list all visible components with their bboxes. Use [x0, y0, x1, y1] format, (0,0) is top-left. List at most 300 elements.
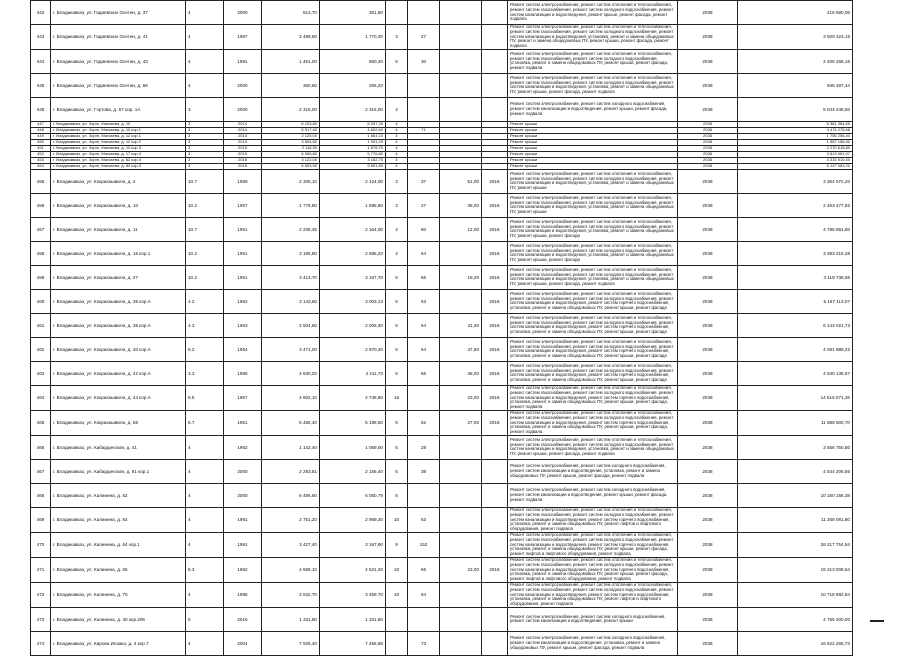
- cost-cell: 5 167 113,07: [738, 289, 853, 313]
- category-cell: 4: [186, 25, 224, 50]
- works-cell: Ремонт систем электроснабжения, ремонт систем отопления и теплоснабжения, ремонт систем газоснабжения, ремонт систем холодного водоснабжения, ремонт систем канализации и водоотведения, ремонт систем горячего водоснабжения, установка, ремонт и замена общедомовых ПУ, ремонт крыши, ремонт фасада, ремонт лифтов и лифтового оборудования, ремонт подвала: [508, 557, 678, 582]
- residents-cell: 53: [408, 289, 440, 313]
- residents-cell: [408, 607, 440, 631]
- works-cell: Ремонт систем электроснабжения, ремонт систем отопления и теплоснабжения, ремонт систем газоснабжения, ремонт систем холодного водоснабжения, ремонт систем канализации и водоотведения, установка, ремонт и замена общедомовых ПУ, ремонт крыши, ремонт фасада, ремонт подвала: [508, 265, 678, 289]
- plan-year-cell: 2038: [678, 410, 738, 435]
- row-number-cell: 454: [31, 163, 51, 169]
- table-row: [31, 73, 853, 97]
- total-area-cell: 2 125,00: [262, 133, 320, 139]
- year-cell: 1962: [224, 557, 262, 582]
- floors-cell: 5: [386, 49, 408, 73]
- address-cell: г. Владикавказ, ул. Зорге, Магкаева, д. 62 кор.4: [51, 157, 186, 163]
- row-number-cell: 445: [31, 73, 51, 97]
- row-number-cell: 458: [31, 241, 51, 265]
- total-area-cell: 2 235,45: [262, 217, 320, 241]
- plan-year-cell: 2038: [678, 151, 738, 157]
- table-row: [31, 265, 853, 289]
- floors-cell: 10: [386, 582, 408, 607]
- row-number-cell: 460: [31, 289, 51, 313]
- last-repair-cell: [482, 73, 508, 97]
- cost-cell: 2 408 268,16: [738, 49, 853, 73]
- residents-cell: 54: [408, 313, 440, 337]
- living-area-cell: 1 695,80: [320, 193, 386, 217]
- category-cell: 3: [186, 127, 224, 133]
- table-row: [31, 483, 853, 507]
- table-row: [31, 313, 853, 337]
- residents-cell: 66: [408, 265, 440, 289]
- table-row: [31, 49, 853, 73]
- living-area-cell: 5 198,50: [320, 410, 386, 435]
- floors-cell: 5: [386, 459, 408, 483]
- category-cell: 3: [186, 163, 224, 169]
- works-cell: Ремонт систем электроснабжения, ремонт систем отопления и теплоснабжения, ремонт систем газоснабжения, ремонт систем холодного водоснабжения, ремонт систем канализации и водоотведения, ремонт крыши, ремонт фасада, ремонт подвала: [508, 1, 678, 25]
- works-cell: Ремонт систем электроснабжения, ремонт систем холодного водоснабжения, ремонт систем канализации и водоотведения, ремонт крыши, ремонт фасада, ремонт подвала: [508, 97, 678, 121]
- works-cell: Ремонт систем электроснабжения, ремонт систем отопления и теплоснабжения, ремонт систем газоснабжения, ремонт систем холодного водоснабжения, ремонт систем канализации и водоотведения, ремонт систем горячего водоснабжения, установка, ремонт и замена общедомовых ПУ, ремонт крыши, ремонт фасада, ремонт лифтов и лифтового оборудования, ремонт подвала: [508, 532, 678, 557]
- cost-cell: 26 217 754,54: [738, 532, 853, 557]
- year-cell: 1986: [224, 582, 262, 607]
- address-cell: г. Владикавказ, ул. Калинина, д. 70: [51, 582, 186, 607]
- year-cell: 2014: [224, 133, 262, 139]
- wear-cell: [440, 507, 482, 532]
- plan-year-cell: 2038: [678, 145, 738, 151]
- row-number-cell: 462: [31, 337, 51, 361]
- wear-cell: [440, 459, 482, 483]
- total-area-cell: 1 142,40: [262, 435, 320, 459]
- living-area-cell: 5 776,80: [320, 151, 386, 157]
- category-cell: 4: [186, 1, 224, 25]
- year-cell: 2000: [224, 73, 262, 97]
- year-cell: 2016: [224, 607, 262, 631]
- works-cell: Ремонт систем электроснабжения, ремонт систем холодного водоснабжения, ремонт систем канализации и водоотведения, установка, ремонт и замена общедомовых ПУ, ремонт крыши, ремонт фасада, ремонт подвала: [508, 459, 678, 483]
- works-cell: Ремонт систем электроснабжения, ремонт систем отопления и теплоснабжения, ремонт систем газоснабжения, ремонт систем холодного водоснабжения, ремонт систем канализации и водоотведения, установка, ремонт и замена общедомовых ПУ, ремонт крыши, ремонт фасада, ремонт подвала: [508, 73, 678, 97]
- residents-cell: 54: [408, 337, 440, 361]
- plan-year-cell: 2038: [678, 557, 738, 582]
- wear-cell: [440, 25, 482, 50]
- table-row: [31, 507, 853, 532]
- total-area-cell: 3 471,00: [262, 337, 320, 361]
- works-cell: Ремонт систем электроснабжения, ремонт систем отопления и теплоснабжения, ремонт систем газоснабжения, ремонт систем холодного водоснабжения, ремонт систем канализации и водоотведения, установка, ремонт и замена общедомовых ПУ, ремонт крыши, ремонт фасада: [508, 241, 678, 265]
- total-area-cell: 2 751,20: [262, 507, 320, 532]
- table-row: [31, 631, 853, 655]
- address-cell: г. Владикавказ, ул. Кабардинская, д. 41: [51, 435, 186, 459]
- living-area-cell: 265,20: [320, 73, 386, 97]
- total-area-cell: 2 504,60: [262, 313, 320, 337]
- wear-cell: [440, 607, 482, 631]
- floors-cell: 3: [386, 193, 408, 217]
- category-cell: 6.3: [186, 557, 224, 582]
- plan-year-cell: 2038: [678, 25, 738, 50]
- address-cell: г. Владикавказ, ул. Зорге, Магкаева, д. 10 кор.1: [51, 127, 186, 133]
- wear-cell: 51,00: [440, 169, 482, 193]
- year-cell: 1961: [224, 410, 262, 435]
- total-area-cell: 3 632,70: [262, 582, 320, 607]
- floors-cell: 4: [386, 145, 408, 151]
- wear-cell: [440, 241, 482, 265]
- residents-cell: 28: [408, 435, 440, 459]
- plan-year-cell: 2038: [678, 49, 738, 73]
- works-cell: Ремонт систем электроснабжения, ремонт систем отопления и теплоснабжения, ремонт систем газоснабжения, ремонт систем холодного водоснабжения, ремонт систем канализации и водоотведения, ремонт систем горячего водоснабжения, установка, ремонт и замена общедомовых ПУ, ремонт крыши, ремонт фасада: [508, 289, 678, 313]
- floors-cell: 4: [386, 97, 408, 121]
- plan-year-cell: 2038: [678, 289, 738, 313]
- category-cell: 4: [186, 532, 224, 557]
- residents-cell: [408, 73, 440, 97]
- works-cell: Ремонт систем электроснабжения, ремонт систем отопления и теплоснабжения, ремонт систем газоснабжения, ремонт систем холодного водоснабжения, ремонт систем канализации и водоотведения, ремонт систем горячего водоснабжения, установка, ремонт и замена общедомовых ПУ, ремонт крыши, ремонт фасада: [508, 313, 678, 337]
- residents-cell: 60: [408, 217, 440, 241]
- last-repair-cell: 2016: [482, 289, 508, 313]
- total-area-cell: 3 143,60: [262, 289, 320, 313]
- plan-year-cell: 2038: [678, 265, 738, 289]
- cost-cell: 946 487,44: [738, 73, 853, 97]
- works-cell: Ремонт крыши: [508, 157, 678, 163]
- cost-cell: 3 315 510,40: [738, 157, 853, 163]
- floors-cell: 4: [386, 121, 408, 127]
- address-cell: г. Владикавказ, ул. Кокрихашвили, д. 10: [51, 193, 186, 217]
- year-cell: 1963: [224, 313, 262, 337]
- category-cell: 3: [186, 133, 224, 139]
- works-cell: Ремонт крыши: [508, 145, 678, 151]
- row-number-cell: 457: [31, 217, 51, 241]
- total-area-cell: 2 305,10: [262, 169, 320, 193]
- residents-cell: 152: [408, 532, 440, 557]
- plan-year-cell: 2038: [678, 361, 738, 385]
- plan-year-cell: 2038: [678, 1, 738, 25]
- category-cell: 4: [186, 483, 224, 507]
- plan-year-cell: 2038: [678, 607, 738, 631]
- address-cell: г. Владикавказ, ул. Кокрихашвили, д. 40 кор.А: [51, 337, 186, 361]
- floors-cell: 5: [386, 265, 408, 289]
- living-area-cell: 2 316,00: [320, 97, 386, 121]
- wear-cell: [440, 631, 482, 655]
- address-cell: г. Владикавказ, ул. Кокрихашвили, д. 56: [51, 410, 186, 435]
- table-row: [31, 459, 853, 483]
- table-row: [31, 337, 853, 361]
- floors-cell: 5: [386, 313, 408, 337]
- row-number-cell: 471: [31, 557, 51, 582]
- total-area-cell: 3 195,80: [262, 241, 320, 265]
- cost-cell: 11 689 500,70: [738, 410, 853, 435]
- works-cell: Ремонт систем электроснабжения, ремонт систем отопления и теплоснабжения, ремонт систем газоснабжения, ремонт систем холодного водоснабжения, ремонт систем канализации и водоотведения, установка, ремонт и замена общедомовых ПУ, ремонт крыши: [508, 169, 678, 193]
- category-cell: 10.2: [186, 241, 224, 265]
- table-row: [31, 169, 853, 193]
- table-row: [31, 1, 853, 25]
- row-number-cell: 453: [31, 157, 51, 163]
- table-row: [31, 97, 853, 121]
- works-cell: Ремонт систем электроснабжения, ремонт систем отопления и теплоснабжения, ремонт систем газоснабжения, ремонт систем холодного водоснабжения, ремонт систем канализации и водоотведения, установка, ремонт и замена общедомовых ПУ, ремонт крыши, ремонт фасада: [508, 217, 678, 241]
- row-number-cell: 450: [31, 139, 51, 145]
- plan-year-cell: 2038: [678, 127, 738, 133]
- address-cell: г. Владикавказ, ул. Гадиевских Осетин, д. 37: [51, 1, 186, 25]
- address-cell: г. Владикавказ, ул. Гадиевских Осетин, д. 56: [51, 73, 186, 97]
- year-cell: 1987: [224, 25, 262, 50]
- total-area-cell: 4 630,20: [262, 361, 320, 385]
- cost-cell: 1 967 156,90: [738, 139, 853, 145]
- address-cell: г. Владикавказ, ул. Кокрихашвили, д. 27: [51, 265, 186, 289]
- living-area-cell: 7 456,58: [320, 631, 386, 655]
- cost-cell: 216 680,08: [738, 1, 853, 25]
- address-cell: г. Владикавказ, ул. Кокрихашвили, д. 2: [51, 169, 186, 193]
- plan-year-cell: 2038: [678, 459, 738, 483]
- address-cell: г. Владикавказ, ул. Кокрихашвили, д. 44 кор.А: [51, 385, 186, 410]
- works-cell: Ремонт крыши: [508, 121, 678, 127]
- residents-cell: 66: [408, 557, 440, 582]
- row-number-cell: 470: [31, 532, 51, 557]
- plan-year-cell: 2038: [678, 97, 738, 121]
- total-area-cell: 3 427,40: [262, 532, 320, 557]
- living-area-cell: 351,60: [320, 1, 386, 25]
- living-area-cell: 4 521,20: [320, 557, 386, 582]
- plan-year-cell: 2038: [678, 121, 738, 127]
- residents-cell: 62: [408, 410, 440, 435]
- row-number-cell: 444: [31, 49, 51, 73]
- table-row: [31, 217, 853, 241]
- residents-cell: 73: [408, 631, 440, 655]
- cost-cell: 2 270 615,80: [738, 145, 853, 151]
- address-cell: г. Владикавказ, ул. Калинина, д. 64: [51, 507, 186, 532]
- works-cell: Ремонт систем электроснабжения, ремонт систем отопления и теплоснабжения, ремонт систем газоснабжения, ремонт систем холодного водоснабжения, ремонт систем канализации и водоотведения, ремонт систем горячего водоснабжения, установка, ремонт и замена общедомовых ПУ, ремонт крыши, ремонт фасада, ремонт подвала: [508, 410, 678, 435]
- year-cell: 1962: [224, 435, 262, 459]
- floors-cell: [386, 1, 408, 25]
- total-area-cell: 2 116,90: [262, 145, 320, 151]
- last-repair-cell: [482, 532, 508, 557]
- residents-cell: 30: [408, 49, 440, 73]
- works-cell: Ремонт систем электроснабжения, ремонт систем отопления и теплоснабжения, ремонт систем газоснабжения, ремонт систем холодного водоснабжения, ремонт систем канализации и водоотведения, ремонт систем горячего водоснабжения, установка, ремонт и замена общедомовых ПУ, ремонт крыши, ремонт фасада: [508, 361, 678, 385]
- residents-cell: 64: [408, 241, 440, 265]
- last-repair-cell: [482, 483, 508, 507]
- year-cell: 2014: [224, 139, 262, 145]
- living-area-cell: 1 331,80: [320, 607, 386, 631]
- category-cell: 5.5: [186, 385, 224, 410]
- total-area-cell: 3 413,70: [262, 265, 320, 289]
- plan-year-cell: 2038: [678, 385, 738, 410]
- works-cell: Ремонт крыши: [508, 127, 678, 133]
- year-cell: 2000: [224, 459, 262, 483]
- year-cell: 1991: [224, 507, 262, 532]
- plan-year-cell: 2038: [678, 582, 738, 607]
- year-cell: 1961: [224, 241, 262, 265]
- row-number-cell: 459: [31, 265, 51, 289]
- total-area-cell: 3 554,60: [262, 139, 320, 145]
- plan-year-cell: 2038: [678, 193, 738, 217]
- year-cell: 2000: [224, 1, 262, 25]
- works-cell: Ремонт крыши: [508, 133, 678, 139]
- category-cell: 4.2: [186, 289, 224, 313]
- works-cell: Ремонт систем электроснабжения, ремонт систем отопления и теплоснабжения, ремонт систем газоснабжения, ремонт систем холодного водоснабжения, ремонт систем канализации и водоотведения, установка, ремонт и замена общедомовых ПУ, ремонт крыши, ремонт фасада, ремонт подвала: [508, 435, 678, 459]
- plan-year-cell: 2038: [678, 139, 738, 145]
- living-area-cell: 1 664,10: [320, 133, 386, 139]
- category-cell: 10.7: [186, 217, 224, 241]
- table-row: [31, 25, 853, 50]
- cost-cell: 14 616 071,26: [738, 385, 853, 410]
- floors-cell: 16: [386, 385, 408, 410]
- address-cell: г. Владикавказ, ул. Зорге, Магкаева, д. 12 кор.2: [51, 139, 186, 145]
- cost-cell: 1 756 256,40: [738, 133, 853, 139]
- works-cell: Ремонт систем электроснабжения, ремонт систем холодного водоснабжения, ремонт систем канализации и водоотведения, установка, ремонт и замена общедомовых ПУ, ремонт крыши, ремонт фасада, ремонт подвала: [508, 631, 678, 655]
- year-cell: 1965: [224, 361, 262, 385]
- wear-cell: [440, 483, 482, 507]
- cost-cell: 3 119 736,96: [738, 265, 853, 289]
- last-repair-cell: [482, 459, 508, 483]
- address-cell: г. Владикавказ, ул. Калинина, д. 62: [51, 483, 186, 507]
- last-repair-cell: 2016: [482, 385, 508, 410]
- year-cell: 1967: [224, 385, 262, 410]
- plan-year-cell: 2038: [678, 337, 738, 361]
- row-number-cell: 464: [31, 385, 51, 410]
- cost-cell: 6 381 384,65: [738, 121, 853, 127]
- last-repair-cell: 2016: [482, 337, 508, 361]
- last-repair-cell: [482, 25, 508, 50]
- total-area-cell: 5 466,40: [262, 410, 320, 435]
- table-row: [31, 410, 853, 435]
- category-cell: 5: [186, 607, 224, 631]
- living-area-cell: 1 770,30: [320, 25, 386, 50]
- cost-cell: 4 544 206,86: [738, 459, 853, 483]
- residents-cell: 27: [408, 193, 440, 217]
- cost-cell: 4 474 275,68: [738, 127, 853, 133]
- category-cell: 3: [186, 97, 224, 121]
- works-cell: Ремонт систем электроснабжения, ремонт систем отопления и теплоснабжения, ремонт систем газоснабжения, ремонт систем холодного водоснабжения, ремонт систем канализации и водоотведения, ремонт систем горячего водоснабжения, установка, ремонт и замена общедомовых ПУ, ремонт лифтов и лифтового оборудования, ремонт подвала: [508, 507, 678, 532]
- cost-cell: 4 798 881,80: [738, 217, 853, 241]
- row-number-cell: 465: [31, 410, 51, 435]
- total-area-cell: 1 331,80: [262, 607, 320, 631]
- floors-cell: 4: [386, 127, 408, 133]
- residents-cell: 63: [408, 507, 440, 532]
- table-row: [31, 361, 853, 385]
- cost-cell: 3 364 072,20: [738, 169, 853, 193]
- cost-cell: 10 160 156,38: [738, 483, 853, 507]
- year-cell: 1981: [224, 49, 262, 73]
- last-repair-cell: 2016: [482, 169, 508, 193]
- living-area-cell: 4 746,80: [320, 385, 386, 410]
- residents-cell: 27: [408, 25, 440, 50]
- works-cell: Ремонт систем электроснабжения, ремонт систем отопления и теплоснабжения, ремонт систем газоснабжения, ремонт систем холодного водоснабжения, ремонт систем канализации и водоотведения, установка, ремонт и замена общедомовых ПУ, ремонт и замена общедомовых ПУ, ремонт крыши, ремонт фасада, ремонт подвала: [508, 25, 678, 50]
- year-cell: 1961: [224, 265, 262, 289]
- row-number-cell: 443: [31, 25, 51, 50]
- total-area-cell: 1 451,00: [262, 49, 320, 73]
- category-cell: 4: [186, 73, 224, 97]
- wear-cell: [440, 73, 482, 97]
- address-cell: г. Владикавказ, ул. Кокрихашвили, д. 11: [51, 217, 186, 241]
- floors-cell: 3: [386, 25, 408, 50]
- address-cell: г. Владикавказ, ул. Зорге, Магкаева, д. 83 кор.3: [51, 163, 186, 169]
- wear-cell: 41,30: [440, 313, 482, 337]
- floors-cell: 4: [386, 133, 408, 139]
- floors-cell: 4: [386, 163, 408, 169]
- row-number-cell: 466: [31, 435, 51, 459]
- row-number-cell: 467: [31, 459, 51, 483]
- works-cell: Ремонт систем электроснабжения, ремонт систем отопления и теплоснабжения, ремонт систем газоснабжения, ремонт систем холодного водоснабжения, ремонт систем канализации и водоотведения, ремонт систем горячего водоснабжения, установка, ремонт и замена общедомовых ПУ, ремонт крыши, ремонт фасада, ремонт подвала: [508, 385, 678, 410]
- category-cell: 4: [186, 582, 224, 607]
- last-repair-cell: [482, 631, 508, 655]
- last-repair-cell: 2016: [482, 193, 508, 217]
- cost-cell: 11 268 081,80: [738, 507, 853, 532]
- total-area-cell: 3 489,60: [262, 25, 320, 50]
- row-number-cell: 463: [31, 361, 51, 385]
- last-repair-cell: [482, 507, 508, 532]
- works-cell: Ремонт систем электроснабжения, ремонт систем отопления и теплоснабжения, ремонт систем газоснабжения, ремонт систем холодного водоснабжения, ремонт систем канализации и водоотведения, ремонт систем горячего водоснабжения, установка, ремонт и замена общедомовых ПУ, ремонт лифтов и лифтового оборудования, ремонт подвала: [508, 582, 678, 607]
- row-number-cell: 452: [31, 151, 51, 157]
- floors-cell: 5: [386, 289, 408, 313]
- wear-cell: 27,00: [440, 410, 482, 435]
- year-cell: 1964: [224, 337, 262, 361]
- row-number-cell: 449: [31, 133, 51, 139]
- cost-cell: 3 393 215,38: [738, 241, 853, 265]
- address-cell: г. Владикавказ, ул. Гадиевских Осетин, д. 41: [51, 25, 186, 50]
- table-row: [31, 557, 853, 582]
- works-cell: Ремонт крыши: [508, 163, 678, 169]
- total-area-cell: 4 602,10: [262, 385, 320, 410]
- residents-cell: [408, 97, 440, 121]
- table-row: [31, 582, 853, 607]
- row-number-cell: 451: [31, 145, 51, 151]
- floors-cell: 4: [386, 151, 408, 157]
- works-cell: Ремонт систем электроснабжения, ремонт систем холодного водоснабжения, ремонт систем канализации и водоотведения, ремонт крыши, ремонт фасада, ремонт подвала: [508, 483, 678, 507]
- last-repair-cell: 2016: [482, 217, 508, 241]
- cost-cell: 6 143 021,73: [738, 313, 853, 337]
- works-cell: Ремонт крыши: [508, 151, 678, 157]
- wear-cell: [440, 49, 482, 73]
- last-repair-cell: 2016: [482, 410, 508, 435]
- wear-cell: [440, 582, 482, 607]
- living-area-cell: 2 970,30: [320, 337, 386, 361]
- cost-cell: 3 613 461,97: [738, 151, 853, 157]
- living-area-cell: 2 124,00: [320, 169, 386, 193]
- works-cell: Ремонт крыши: [508, 139, 678, 145]
- total-area-cell: 2 293,51: [262, 459, 320, 483]
- category-cell: 3: [186, 139, 224, 145]
- floors-cell: 5: [386, 410, 408, 435]
- plan-year-cell: 2038: [678, 157, 738, 163]
- capital-repair-table: [30, 0, 853, 656]
- living-area-cell: 6 060,79: [320, 483, 386, 507]
- year-cell: 1991: [224, 532, 262, 557]
- register-sheet: [30, 0, 852, 650]
- living-area-cell: 3 167,70: [320, 265, 386, 289]
- last-repair-cell: 2016: [482, 313, 508, 337]
- row-number-cell: 456: [31, 193, 51, 217]
- floors-cell: 3: [386, 169, 408, 193]
- row-number-cell: 461: [31, 313, 51, 337]
- plan-year-cell: 2038: [678, 532, 738, 557]
- year-cell: 1959: [224, 169, 262, 193]
- works-cell: Ремонт систем электроснабжения, ремонт систем отопления и теплоснабжения, ремонт систем газоснабжения, ремонт систем холодного водоснабжения, ремонт систем канализации и водоотведения, установка, ремонт и замена общедомовых ПУ, ремонт крыши: [508, 193, 678, 217]
- wear-cell: 23,00: [440, 557, 482, 582]
- category-cell: 3.3: [186, 361, 224, 385]
- floors-cell: 5: [386, 361, 408, 385]
- plan-year-cell: 2038: [678, 217, 738, 241]
- row-number-cell: 468: [31, 483, 51, 507]
- living-area-cell: 3 162,70: [320, 157, 386, 163]
- living-area-cell: 4 411,70: [320, 361, 386, 385]
- year-cell: 2004: [224, 631, 262, 655]
- wear-cell: [440, 1, 482, 25]
- residents-cell: 37: [408, 169, 440, 193]
- cost-cell: 3 509 223,15: [738, 25, 853, 50]
- table-row: [31, 385, 853, 410]
- year-cell: 1957: [224, 193, 262, 217]
- total-area-cell: 2 316,00: [262, 97, 320, 121]
- cost-cell: 4 091 989,22: [738, 337, 853, 361]
- table-row: [31, 193, 853, 217]
- living-area-cell: 2 685,20: [320, 241, 386, 265]
- residents-cell: [408, 483, 440, 507]
- table-row: [31, 532, 853, 557]
- last-repair-cell: [482, 435, 508, 459]
- cost-cell: 5 044 246,60: [738, 97, 853, 121]
- plan-year-cell: 2038: [678, 483, 738, 507]
- floors-cell: 5: [386, 435, 408, 459]
- plan-year-cell: 2038: [678, 163, 738, 169]
- floors-cell: 4: [386, 217, 408, 241]
